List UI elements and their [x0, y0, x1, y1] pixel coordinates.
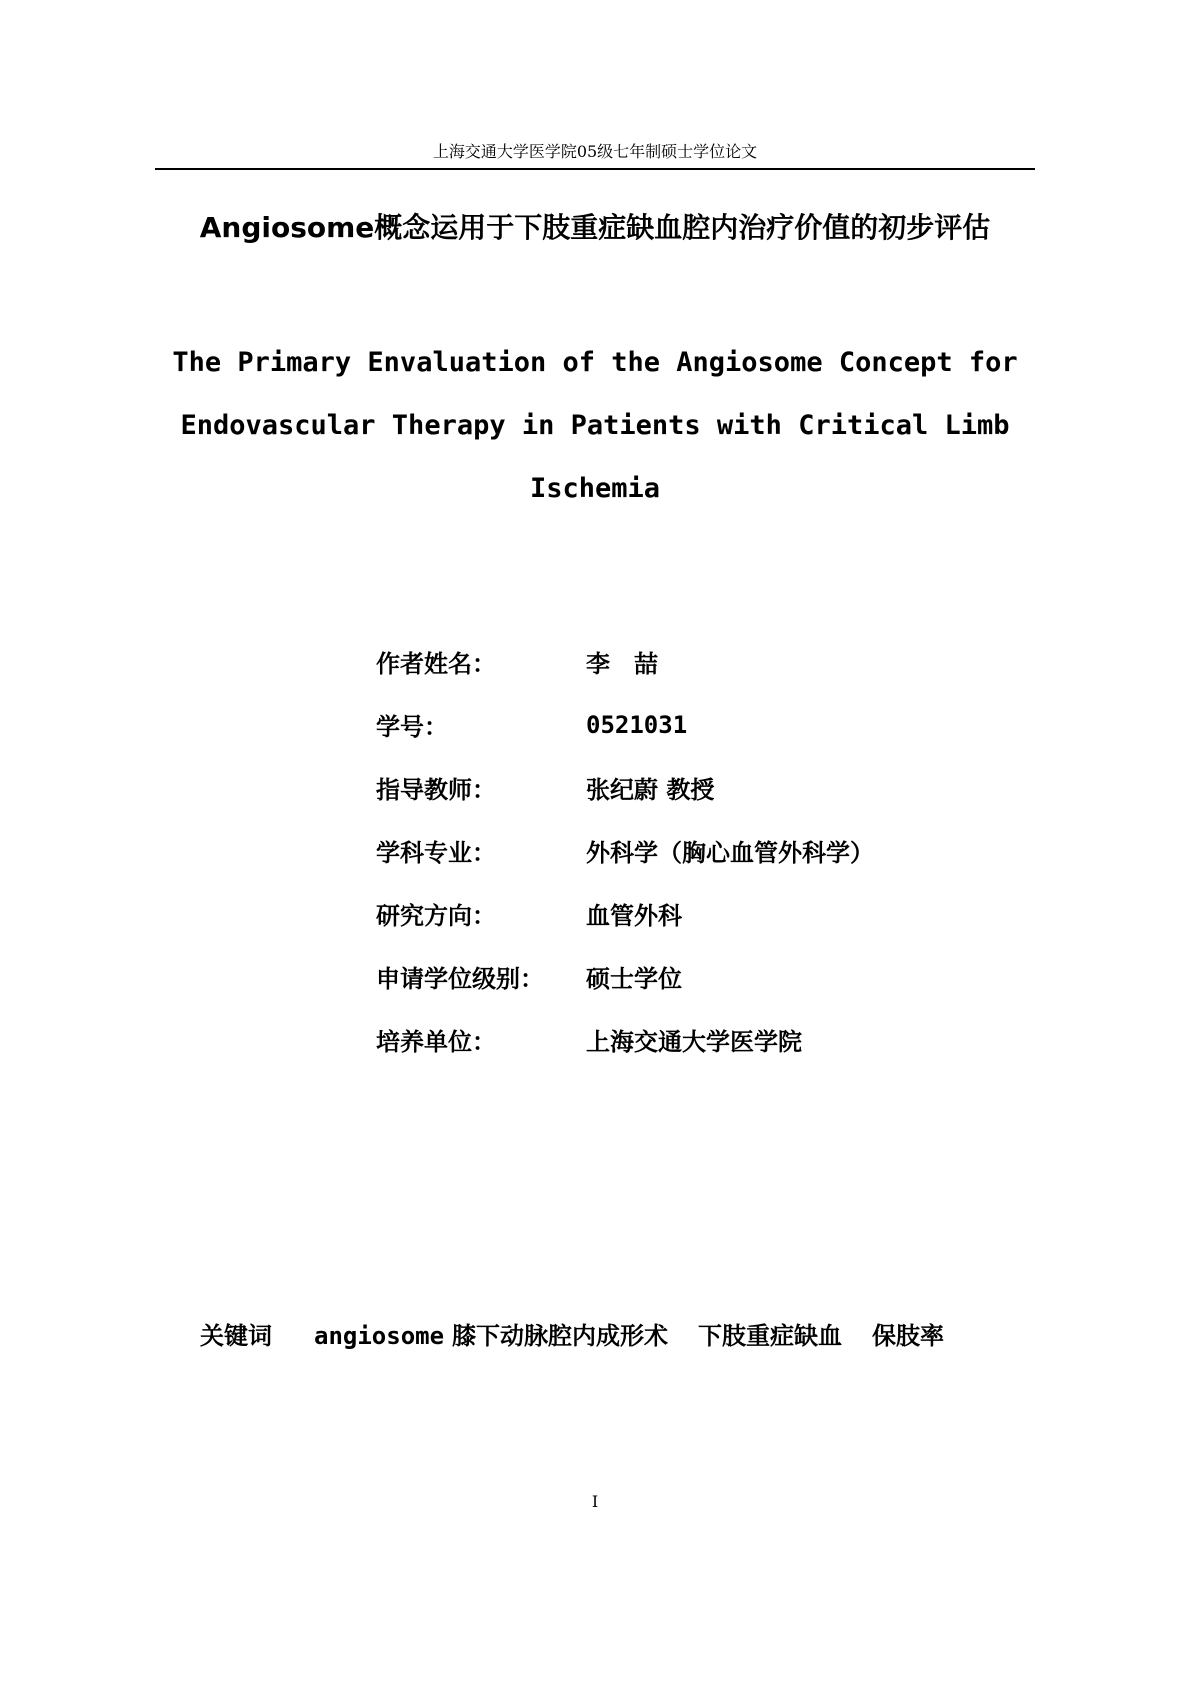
- info-row-institution: [376, 1008, 996, 1071]
- keyword-item: 保肢率: [872, 1322, 945, 1350]
- info-row-supervisor: [376, 756, 996, 819]
- info-row-author: [376, 630, 996, 693]
- keywords-line: [200, 1316, 1040, 1356]
- info-label: 研究方向：: [376, 902, 496, 930]
- info-row-degree-level: [376, 945, 996, 1008]
- info-value: 硕士学位: [586, 965, 682, 993]
- info-value: 0521031: [586, 710, 688, 739]
- info-label: 学科专业：: [376, 839, 496, 867]
- keywords-label: 关键词: [200, 1322, 272, 1350]
- info-label: 申请学位级别：: [376, 965, 544, 993]
- keyword-item: 膝下动脉腔内成形术: [452, 1322, 669, 1350]
- info-value: 张纪蔚 教授: [586, 776, 715, 804]
- english-title-line: Ischemia: [529, 473, 661, 504]
- info-label: 学号：: [376, 713, 448, 741]
- info-row-student-id: [376, 693, 996, 756]
- running-header: 上海交通大学医学院05级七年制硕士学位论文: [155, 140, 1035, 170]
- info-value: 血管外科: [586, 902, 682, 930]
- info-row-research-direction: [376, 882, 996, 945]
- english-title-line: The Primary Envaluation of the Angiosome Concept for: [172, 347, 1018, 378]
- info-row-discipline: [376, 819, 996, 882]
- info-value: 外科学（胸心血管外科学）: [586, 839, 874, 867]
- info-label: 作者姓名：: [376, 650, 496, 678]
- keyword-item: angiosome: [314, 1322, 445, 1350]
- info-value: 李 喆: [586, 650, 658, 678]
- english-title-line: Endovascular Therapy in Patients with Critical Limb: [180, 410, 1010, 441]
- info-label: 培养单位：: [376, 1028, 496, 1056]
- chinese-title: Angiosome概念运用于下肢重症缺血腔内治疗价值的初步评估: [199, 211, 991, 244]
- info-value: 上海交通大学医学院: [586, 1028, 802, 1056]
- page-number: I: [591, 1492, 599, 1511]
- info-label: 指导教师：: [376, 776, 496, 804]
- english-title: [165, 331, 1025, 520]
- keyword-item: 下肢重症缺血: [698, 1322, 843, 1350]
- author-info-block: [376, 630, 996, 1071]
